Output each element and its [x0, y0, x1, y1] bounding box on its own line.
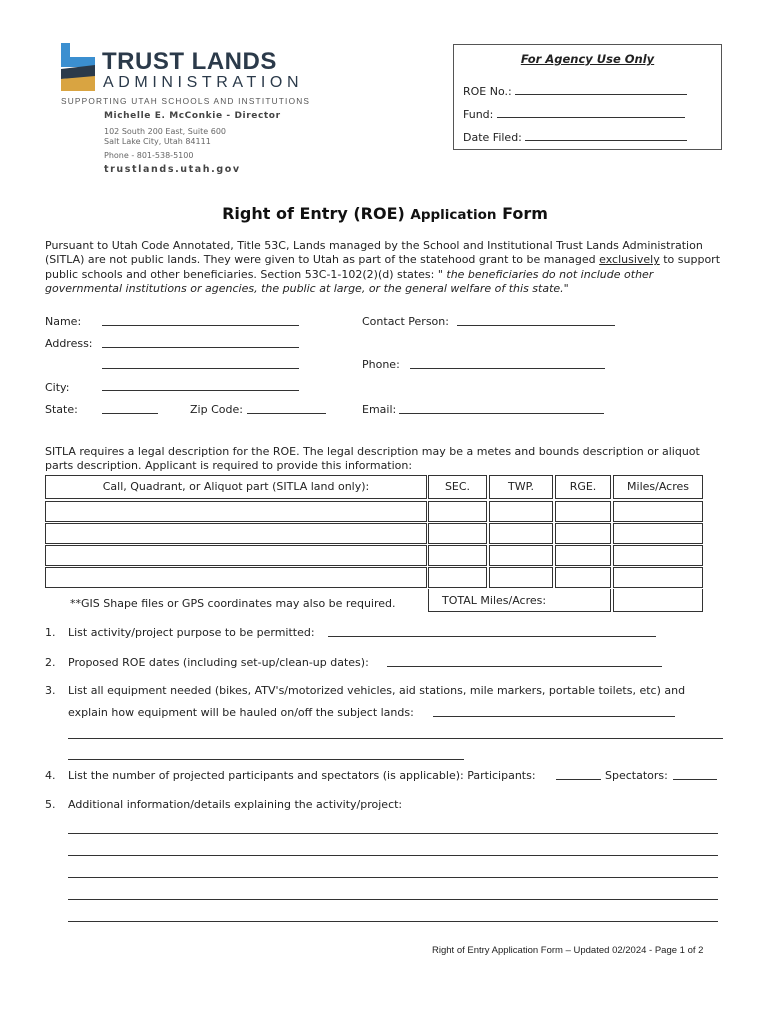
total-miles-acres-label: TOTAL Miles/Acres:	[442, 594, 547, 607]
table-cell-twp[interactable]	[489, 545, 553, 566]
phone-text: Phone - 801-538-5100	[104, 151, 194, 160]
column-header-twp: TWP.	[489, 475, 553, 499]
question-5-number: 5.	[45, 798, 56, 811]
question-2-text: Proposed ROE dates (including set-up/clean-up dates):	[68, 656, 369, 669]
legal-description-text: SITLA requires a legal description for the ROE. The legal description may be a metes and bounds description or aliquot parts description. Applicant is required to provide this information:	[45, 445, 700, 473]
city-label: City:	[45, 381, 70, 394]
contact-person-label: Contact Person:	[362, 315, 449, 328]
table-cell-miles-acres[interactable]	[613, 501, 703, 522]
intro-text-3: "	[563, 282, 569, 296]
table-cell-twp[interactable]	[489, 501, 553, 522]
form-title-part3: Form	[502, 204, 548, 223]
question-1	[45, 626, 315, 639]
date-filed-field[interactable]	[525, 129, 687, 141]
question-3-field[interactable]	[433, 716, 675, 717]
table-cell-sec[interactable]	[428, 523, 487, 544]
table-cell-call[interactable]	[45, 545, 427, 566]
question-2	[45, 656, 369, 669]
zip-label: Zip Code:	[190, 403, 243, 416]
form-title-part1: Right of Entry (ROE)	[222, 204, 405, 223]
question-3-text-line2: explain how equipment will be hauled on/off the subject lands:	[68, 706, 414, 719]
state-label: State:	[45, 403, 78, 416]
table-cell-call[interactable]	[45, 523, 427, 544]
email-label: Email:	[362, 403, 397, 416]
question-2-number: 2.	[45, 656, 56, 669]
date-filed-label: Date Filed:	[463, 131, 522, 144]
table-cell-miles-acres[interactable]	[613, 523, 703, 544]
address-line-1: 102 South 200 East, Suite 600	[104, 127, 227, 136]
city-field[interactable]	[102, 390, 299, 391]
question-3-field-2[interactable]	[68, 738, 723, 739]
question-4-text: List the number of projected participants and spectators (is applicable): Participants:	[68, 769, 536, 782]
page-footer: Right of Entry Application Form – Updated 02/2024 - Page 1 of 2	[432, 945, 704, 956]
question-4-number: 4.	[45, 769, 56, 782]
table-cell-twp[interactable]	[489, 567, 553, 588]
column-header-call: Call, Quadrant, or Aliquot part (SITLA land only):	[45, 475, 427, 499]
logo-tagline: SUPPORTING UTAH SCHOOLS AND INSTITUTIONS	[61, 96, 311, 106]
question-5-field-5[interactable]	[68, 921, 718, 922]
intro-text-1: Pursuant to Utah Code Annotated, Title 53C, Lands managed by the School and Institutional Trust Lands Administration (SITLA) are not public lands. They were given to Utah as part of the statehood grant to be managed	[45, 239, 703, 267]
logo-title: TRUST LANDS	[102, 48, 277, 75]
table-cell-miles-acres[interactable]	[613, 545, 703, 566]
intro-underlined: exclusively	[599, 253, 660, 267]
question-5-field-3[interactable]	[68, 877, 718, 878]
legal-description-table	[45, 475, 703, 612]
table-cell-rge[interactable]	[555, 501, 611, 522]
agency-box-title: For Agency Use Only	[520, 52, 655, 66]
address-field-1[interactable]	[102, 347, 299, 348]
fund-field[interactable]	[497, 106, 685, 118]
question-1-field[interactable]	[328, 636, 656, 637]
table-cell-sec[interactable]	[428, 567, 487, 588]
table-cell-call[interactable]	[45, 501, 427, 522]
column-header-sec: SEC.	[428, 475, 487, 499]
table-cell-sec[interactable]	[428, 501, 487, 522]
logo-subtitle: ADMINISTRATION	[103, 74, 304, 91]
question-3-field-3[interactable]	[68, 759, 464, 760]
spectators-label: Spectators:	[605, 769, 668, 782]
question-2-field[interactable]	[387, 666, 662, 667]
intro-quote: the beneficiaries do not include other governmental institutions or agencies, the public at large, or the general welfare of this state.	[45, 267, 654, 296]
table-cell-rge[interactable]	[555, 545, 611, 566]
fund-row	[463, 106, 685, 121]
question-5-field-4[interactable]	[68, 899, 718, 900]
question-3	[45, 684, 685, 697]
address-line-2: Salt Lake City, Utah 84111	[104, 137, 211, 146]
date-filed-row	[463, 129, 687, 144]
question-3-text-line1: List all equipment needed (bikes, ATV's/motorized vehicles, aid stations, mile markers, portable toilets, etc) and	[68, 684, 686, 697]
address-label: Address:	[45, 337, 93, 350]
name-label: Name:	[45, 315, 82, 328]
participants-field[interactable]	[556, 779, 601, 780]
question-4	[45, 769, 536, 782]
intro-text-2: to support public schools and other beneficiaries. Section 53C-1-102(2)(d) states: "	[45, 253, 721, 281]
name-field[interactable]	[102, 325, 299, 326]
agency-use-box	[453, 44, 722, 150]
table-cell-call[interactable]	[45, 567, 427, 588]
table-cell-miles-acres[interactable]	[613, 567, 703, 588]
phone-label: Phone:	[362, 358, 400, 371]
gis-note: **GIS Shape files or GPS coordinates may also be required.	[70, 597, 396, 610]
form-title-part2: Application	[410, 207, 497, 223]
table-cell-rge[interactable]	[555, 523, 611, 544]
question-1-number: 1.	[45, 626, 56, 639]
fund-label: Fund:	[463, 108, 494, 121]
address-field-2[interactable]	[102, 368, 299, 369]
question-5-text: Additional information/details explaining the activity/project:	[68, 798, 403, 811]
column-header-miles-acres: Miles/Acres	[613, 475, 703, 499]
contact-person-field[interactable]	[457, 325, 615, 326]
email-field[interactable]	[399, 413, 604, 414]
question-5-field-2[interactable]	[68, 855, 718, 856]
question-5-field-1[interactable]	[68, 833, 718, 834]
table-cell-sec[interactable]	[428, 545, 487, 566]
question-3-number: 3.	[45, 684, 56, 697]
column-header-rge: RGE.	[555, 475, 611, 499]
total-label-cell	[428, 589, 611, 612]
website-link[interactable]: trustlands.utah.gov	[104, 164, 241, 175]
table-cell-rge[interactable]	[555, 567, 611, 588]
state-field[interactable]	[102, 413, 158, 414]
roe-number-label: ROE No.:	[463, 85, 512, 98]
intro-paragraph	[45, 239, 725, 297]
phone-field[interactable]	[410, 368, 605, 369]
trust-lands-logo-icon	[61, 43, 95, 91]
director-name: Michelle E. McConkie - Director	[104, 111, 281, 121]
total-miles-acres-field[interactable]	[613, 589, 703, 612]
spectators-field[interactable]	[673, 779, 717, 780]
roe-number-field[interactable]	[515, 83, 687, 95]
question-1-text: List activity/project purpose to be permitted:	[68, 626, 315, 639]
form-title	[0, 204, 770, 223]
table-cell-twp[interactable]	[489, 523, 553, 544]
question-5	[45, 798, 402, 811]
zip-field[interactable]	[247, 413, 326, 414]
roe-number-row	[463, 83, 687, 98]
